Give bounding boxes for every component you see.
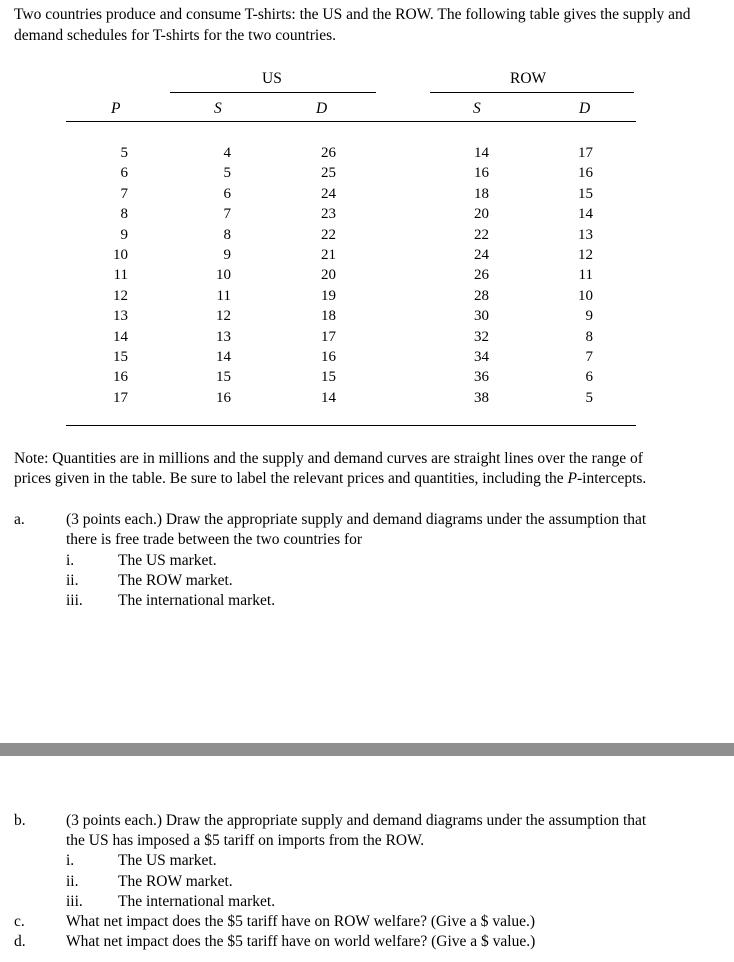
table-cell: 9 [585,308,593,325]
bottom-rule [66,425,636,426]
table-cell: 11 [216,287,231,304]
table-cell: 30 [474,308,489,325]
col-header-row-d: D [579,100,591,117]
part-b-item-num: ii. [66,873,79,890]
part-b-label: b. [14,812,26,829]
part-b-line-2: the US has imposed a $5 tariff on imports from the ROW. [66,832,425,849]
table-cell: 13 [578,226,593,243]
table-cell: 36 [474,369,489,386]
part-b-line-1: (3 points each.) Draw the appropriate supply and demand diagrams under the assumption that [66,812,647,829]
part-a-line-1: (3 points each.) Draw the appropriate supply and demand diagrams under the assumption that [66,511,647,528]
part-d-label: d. [14,933,26,950]
part-a-item-text: The international market. [118,592,276,609]
col-row-d [565,143,593,408]
table-cell: 20 [474,206,489,223]
part-b-item-text: The international market. [118,893,276,910]
table-cell: 14 [474,145,489,161]
table-cell: 19 [321,287,336,304]
part-a-item-text: The US market. [118,552,217,569]
table-cell: 8 [223,226,231,243]
table-cell: 8 [120,206,128,223]
table-cell: 5 [223,165,231,182]
table-cell: 15 [321,369,336,386]
table-cell: 9 [223,246,231,263]
table-cell: 14 [216,348,231,365]
table-cell: 22 [474,226,489,243]
note-paragraph [14,449,726,489]
table-cell: 16 [113,369,128,386]
part-b-item-text: The ROW market. [118,873,233,890]
col-header-us-d: D [316,100,328,117]
col-us-d [308,143,336,408]
table-cell: 16 [578,165,593,182]
table-cell: 10 [578,287,593,304]
table-cell: 28 [474,287,489,304]
col-p [100,143,128,408]
table-cell: 24 [321,185,336,202]
table-cell: 23 [321,206,336,223]
part-a-item-num: ii. [66,572,79,589]
table-cell: 16 [216,389,231,406]
table-cell: 32 [474,328,489,345]
table-cell: 15 [216,369,231,386]
note-line-1: Note: Quantities are in millions and the supply and demand curves are straight lines over the range of [14,450,643,467]
table-cell: 38 [474,389,489,406]
page-divider [0,743,734,756]
table-cell: 34 [474,348,489,365]
table-cell: 6 [585,369,593,386]
table-cell: 5 [585,389,593,406]
table-cell: 8 [585,328,593,345]
table-cell: 17 [113,389,128,406]
table-cell: 22 [321,226,336,243]
table-cell: 26 [321,145,336,161]
table-cell: 12 [216,308,231,325]
intro-paragraph: Two countries produce and consume T-shirts: the US and the ROW. The following table gives the supply and demand schedules for T-shirts for the two countries. [14,6,691,44]
table-cell: 4 [223,145,231,161]
group-header-row: ROW [510,70,547,87]
part-a-line-2: there is free trade between the two countries for [66,531,363,548]
table-cell: 16 [321,348,336,365]
table-cell: 10 [113,246,128,263]
table-cell: 18 [321,308,336,325]
table-cell: 14 [113,328,128,345]
table-cell: 17 [578,145,593,161]
table-cell: 6 [223,185,231,202]
table-cell: 12 [113,287,128,304]
part-c-label: c. [14,913,25,930]
table-cell: 7 [223,206,231,223]
col-header-p: P [111,100,121,117]
col-header-us-s: S [214,100,222,117]
table-cell: 10 [216,267,231,284]
table-cell: 16 [474,165,489,182]
table-cell: 5 [120,145,128,161]
table-cell: 26 [474,267,489,284]
table-cell: 14 [578,206,593,223]
table-cell: 13 [216,328,231,345]
table-cell: 14 [321,389,336,406]
part-b-item-text: The US market. [118,852,217,869]
part-a-item-num: iii. [66,592,83,609]
part-c-text: What net impact does the $5 tariff have on ROW welfare? (Give a $ value.) [66,913,535,930]
table-cell: 17 [321,328,336,345]
part-a-item-text: The ROW market. [118,572,233,589]
part-b-item-num: i. [66,852,75,869]
table-cell: 13 [113,308,128,325]
col-us-s [203,143,231,408]
table-cell: 7 [120,185,128,202]
note-line-2: prices given in the table. Be sure to label the relevant prices and quantities, including the P-intercepts. [14,470,647,487]
table-cell: 6 [120,165,128,182]
part-b-item-num: iii. [66,893,83,910]
header-rule [66,121,636,122]
table-cell: 12 [578,246,593,263]
part-d-text: What net impact does the $5 tariff have on world welfare? (Give a $ value.) [66,933,536,950]
col-row-s [461,143,489,408]
table-cell: 15 [113,348,128,365]
us-group-rule [170,92,376,93]
table-cell: 7 [585,348,593,365]
table-cell: 25 [321,165,336,182]
table-cell: 20 [321,267,336,284]
part-a-item-num: i. [66,552,75,569]
table-cell: 11 [113,267,128,284]
part-a-label: a. [14,511,25,528]
table-cell: 18 [474,185,489,202]
table-cell: 9 [120,226,128,243]
row-group-rule [430,92,634,93]
table-cell: 21 [321,246,336,263]
group-header-us: US [262,70,282,87]
table-cell: 11 [578,267,593,284]
col-header-row-s: S [473,100,481,117]
table-cell: 24 [474,246,489,263]
table-cell: 15 [578,185,593,202]
